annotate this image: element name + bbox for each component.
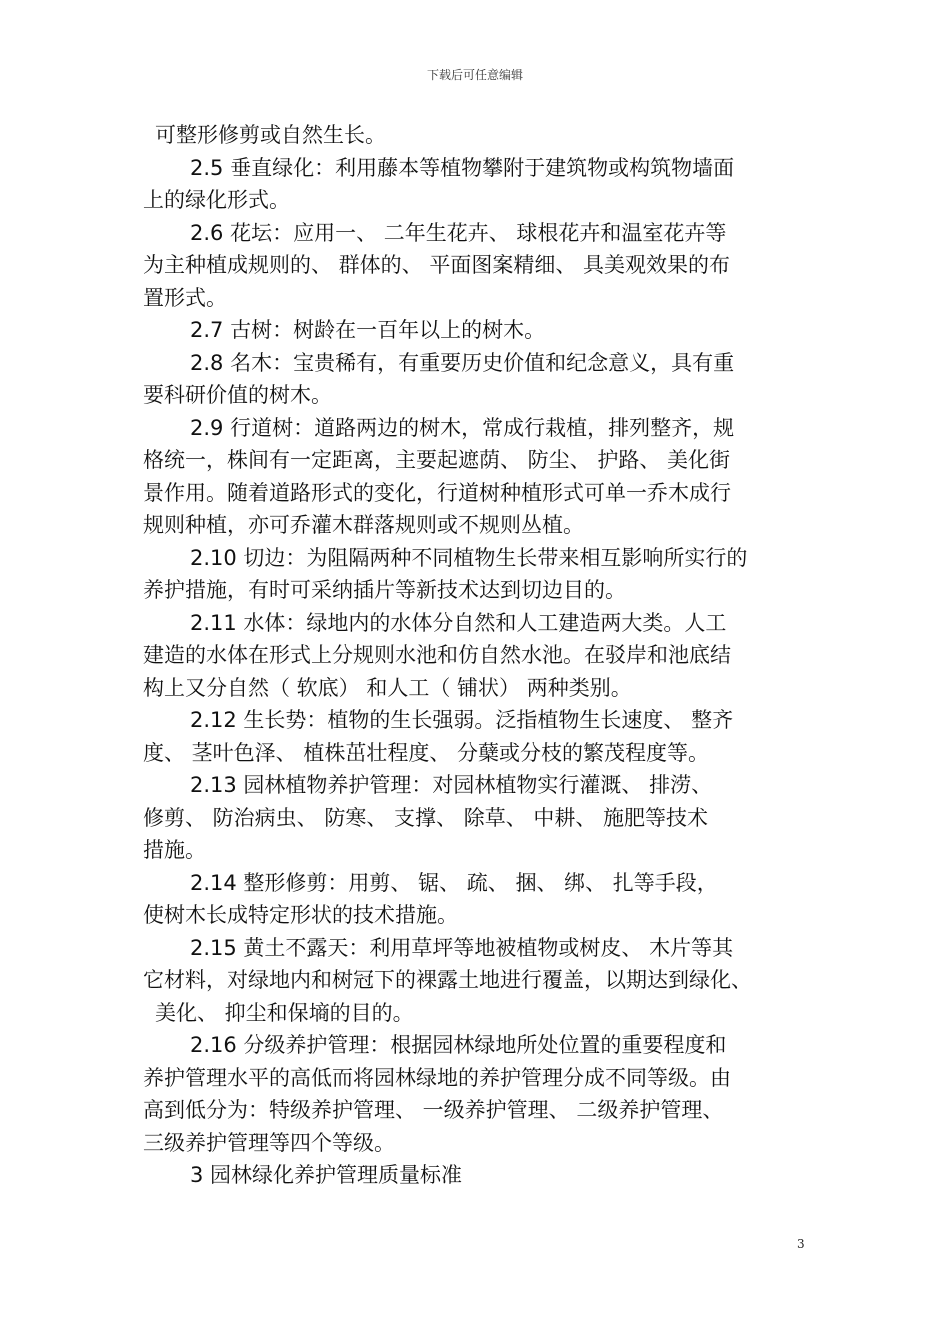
text-line: 修剪、 防治病虫、 防寒、 支撑、 除草、 中耕、 施肥等技术	[143, 805, 709, 830]
definition-2-16: 2.16 分级养护管理：根据园林绿地所处位置的重要程度和	[190, 1033, 727, 1057]
text-line: 规则种植，亦可乔灌木群落规则或不规则丛植。	[143, 513, 584, 537]
text-line: 可整形修剪或自然生长。	[155, 123, 386, 147]
text-line: 三级养护管理等四个等级。	[143, 1130, 395, 1155]
text-line: 它材料，对绿地内和树冠下的裸露土地进行覆盖，以期达到绿化、	[143, 968, 752, 992]
page-number: 3	[797, 1237, 805, 1251]
text-line: 构上又分自然（ 软底） 和人工（ 铺状） 两种类别。	[143, 675, 632, 700]
text-line: 格统一，株间有一定距离，主要起遮荫、 防尘、 护路、 美化街	[143, 448, 731, 472]
document-body	[143, 119, 811, 1192]
definition-2-12: 2.12 生长势：植物的生长强弱。泛指植物生长速度、 整齐	[190, 708, 734, 732]
definition-2-14: 2.14 整形修剪：用剪、 锯、 疏、 捆、 绑、 扎等手段，	[190, 870, 718, 895]
section-heading-3: 3 园林绿化养护管理质量标准	[190, 1163, 463, 1187]
definition-2-7: 2.7 古树：树龄在一百年以上的树木。	[190, 318, 546, 342]
text-line: 美化、 抑尘和保墒的目的。	[155, 1000, 414, 1025]
definition-2-15: 2.15 黄土不露天：利用草坪等地被植物或树皮、 木片等其	[190, 935, 734, 960]
text-line: 景作用。随着道路形式的变化，行道树种植形式可单一乔木成行	[143, 480, 731, 505]
text-line: 度、 茎叶色泽、 植株茁壮程度、 分蘖或分枝的繁茂程度等。	[143, 740, 710, 765]
text-line: 置形式。	[143, 285, 227, 310]
text-line: 上的绿化形式。	[143, 188, 290, 212]
text-line: 高到低分为：特级养护管理、 一级养护管理、 二级养护管理、	[143, 1098, 724, 1122]
definition-2-11: 2.11 水体：绿地内的水体分自然和人工建造两大类。人工	[190, 610, 727, 635]
definition-2-13: 2.13 园林植物养护管理：对园林植物实行灌溉、 排涝、	[190, 773, 713, 797]
text-line: 养护管理水平的高低而将园林绿地的养护管理分成不同等级。由	[143, 1065, 731, 1090]
text-line: 措施。	[143, 838, 206, 862]
definition-2-8: 2.8 名木：宝贵稀有，有重要历史价值和纪念意义，具有重	[190, 350, 735, 375]
text-line: 使树木长成特定形状的技术措施。	[143, 903, 458, 927]
text-line: 为主种植成规则的、 群体的、 平面图案精细、 具美观效果的布	[143, 253, 731, 277]
text-line: 养护措施，有时可采纳插片等新技术达到切边目的。	[143, 578, 626, 602]
text-line: 建造的水体在形式上分规则水池和仿自然水池。在驳岸和池底结	[143, 643, 731, 667]
header-note: 下载后可任意编辑	[426, 68, 523, 82]
definition-2-9: 2.9 行道树：道路两边的树木，常成行栽植，排列整齐，规	[190, 415, 735, 440]
definition-2-6: 2.6 花坛：应用一、 二年生花卉、 球根花卉和温室花卉等	[190, 220, 727, 245]
text-line: 要科研价值的树木。	[143, 383, 332, 407]
definition-2-5: 2.5 垂直绿化：利用藤本等植物攀附于建筑物或构筑物墙面	[190, 155, 735, 180]
definition-2-10: 2.10 切边：为阻隔两种不同植物生长带来相互影响所实行的	[190, 545, 748, 570]
